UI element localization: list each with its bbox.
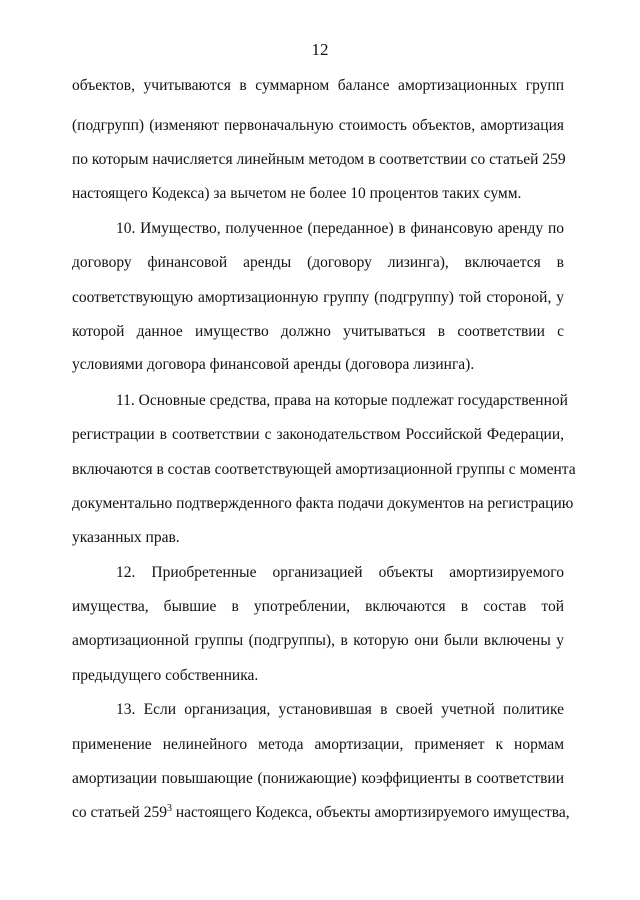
text-line: по которым начисляется линейным методом в соответствии со статьей 259 [72, 151, 566, 168]
text-line: указанных прав. [72, 529, 180, 546]
text-line: договору финансовой аренды (договору лизинга), включается в [72, 254, 564, 271]
text-line: (подгрупп) (изменяют первоначальную стоимость объектов, амортизация [72, 117, 564, 134]
text-line: которой данное имущество должно учитываться в соответствии с [72, 323, 564, 340]
text-segment: настоящего Кодекса, объекты амортизируемого имущества, [171, 804, 570, 821]
text-line: соответствующую амортизационную группу (подгруппу) той стороной, у [72, 289, 564, 306]
text-line: амортизации повышающие (понижающие) коэффициенты в соответствии [72, 770, 564, 787]
text-line: 13. Если организация, установившая в своей учетной политике [116, 701, 564, 718]
text-line: имущества, бывшие в употреблении, включаются в состав той [72, 598, 564, 615]
text-segment: со статьей 259 [72, 804, 167, 821]
text-line: документально подтвержденного факта подачи документов на регистрацию [72, 495, 574, 512]
text-line: 11. Основные средства, права на которые подлежат государственной [116, 392, 568, 409]
text-line: регистрации в соответствии с законодательством Российской Федерации, [72, 426, 564, 443]
text-line: включаются в состав соответствующей амортизационной группы с момента [72, 461, 576, 478]
text-line-with-superscript [72, 803, 570, 823]
text-line: 10. Имущество, полученное (переданное) в финансовую аренду по [116, 220, 564, 237]
text-line: объектов, учитываются в суммарном балансе амортизационных групп [72, 77, 564, 94]
text-line: условиями договора финансовой аренды (договора лизинга). [72, 356, 475, 373]
page-number: 12 [311, 40, 329, 59]
text-line: настоящего Кодекса) за вычетом не более 10 процентов таких сумм. [72, 185, 522, 202]
text-line: 12. Приобретенные организацией объекты амортизируемого [116, 564, 564, 581]
superscript: 3 [166, 803, 172, 814]
text-line: применение нелинейного метода амортизации, применяет к нормам [72, 736, 564, 753]
text-line: амортизационной группы (подгруппы), в которую они были включены у [72, 632, 564, 649]
text-line: предыдущего собственника. [72, 667, 259, 684]
